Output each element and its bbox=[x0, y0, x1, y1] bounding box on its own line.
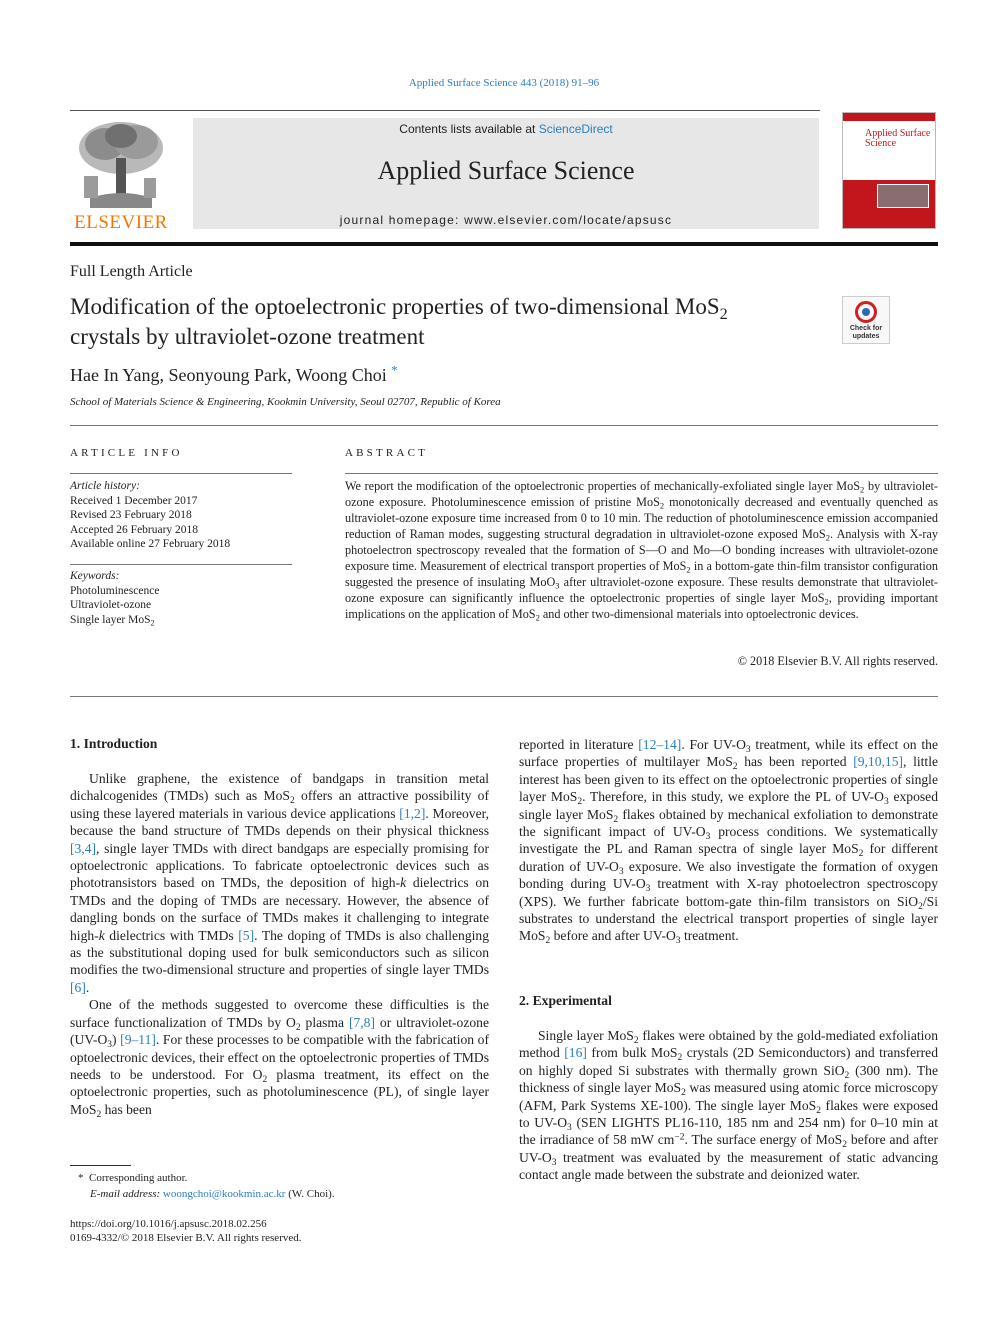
history-accepted: Accepted 26 February 2018 bbox=[70, 523, 199, 536]
ref-link[interactable]: [16] bbox=[564, 1045, 587, 1061]
sciencedirect-link[interactable]: ScienceDirect bbox=[538, 122, 613, 136]
corresponding-author-note bbox=[78, 1170, 187, 1186]
experimental-heading: 2. Experimental bbox=[519, 993, 612, 1008]
history-label: Article history: bbox=[70, 480, 140, 492]
history-online: Available online 27 February 2018 bbox=[70, 538, 231, 550]
footnote-mark: * bbox=[78, 1172, 84, 1184]
abstract-rule bbox=[345, 473, 938, 474]
ref-link[interactable]: [9,10,15] bbox=[853, 754, 904, 770]
ref-link[interactable]: [1,2] bbox=[399, 805, 426, 821]
abstract-bottom-rule bbox=[70, 696, 938, 697]
footnote-rule bbox=[70, 1165, 131, 1166]
corresponding-author-mark[interactable]: * bbox=[391, 363, 398, 378]
keyword-subscript: 2 bbox=[150, 617, 155, 627]
keyword-text: Single layer MoS bbox=[70, 613, 151, 626]
journal-title: Applied Surface Science bbox=[377, 156, 635, 185]
keywords-block bbox=[70, 569, 292, 627]
intro-paragraph-2-cont: reported in literature [12–14]. For $UV-O_3$ treatment, while its effect on the surface properties of multilayer MoS$_2$ has been reported [9,10,15], little interest has been given to its effect on the optoelectronic properties of single layer MoS$_2$. Therefore, in this study, we explore the PL of $UV-O_3$ exposed single layer MoS$_2$ flakes obtained by mechanical exfoliation to demonstrate the significant impact of $UV-O_3$ process conditions. We systematically investigate the PL and Raman spectra of single layer MoS$_2$ for different duration of $UV-O_3$ exposure. We also investigate the formation of oxygen bonding during $UV-O_3$ treatment with X-ray photoelectron spectroscopy (XPS). We further fabricate bottom-gate thin-film transistors on SiO$_2$/Si substrates to understand the electrical transport properties of single layer MoS$_2$ before and after $UV-O_3$ treatment. bbox=[519, 737, 939, 947]
check-for-updates-badge[interactable] bbox=[842, 296, 890, 344]
article-type: Full Length Article bbox=[70, 263, 193, 280]
abstract-body: We report the modification of the optoelectronic properties of mechanically-exfoliated single layer MoS$_2$ by ultraviolet-ozone exposure. Photoluminescence emission of pristine MoS$_2$ monotonically decreased and eventually quenched as ultraviolet-ozone exposure time increased from 0 to 10 min. The reduction of photoluminescence emission accompanied reduction of Raman modes, suggesting structural degradation in ultraviolet-ozone exposed MoS$_2$. Analysis with X-ray photoelectron spectroscopy revealed that the formation of S—O and Mo—O bonding increases with ultraviolet-ozone exposure time. Measurement of electrical transport properties of MoS$_2$ in a bottom-gate thin-film transistor configuration suggested the presence of insulating MoO$_3$ after ultraviolet-ozone exposure. These results demonstrate that ultraviolet-ozone exposure can significantly influence the optoelectronic properties of single layer MoS$_2$, providing important implications on the application of MoS$_2$ and other two-dimensional materials into optoelectronic devices. bbox=[345, 479, 939, 623]
introduction-body bbox=[70, 770, 489, 1118]
keywords-rule bbox=[70, 564, 292, 565]
journal-citation-link[interactable]: Applied Surface Science 443 (2018) 91–96 bbox=[408, 77, 600, 89]
email-note bbox=[90, 1186, 335, 1202]
keyword-item: Ultraviolet-ozone bbox=[70, 599, 152, 611]
journal-homepage: journal homepage: www.elsevier.com/locate/apsusc bbox=[339, 213, 673, 227]
introduction-continued bbox=[519, 736, 938, 945]
cover-image bbox=[877, 184, 929, 208]
article-history bbox=[70, 479, 292, 552]
history-received: Received 1 December 2017 bbox=[70, 494, 198, 507]
abstract-copyright: © 2018 Elsevier B.V. All rights reserved. bbox=[737, 654, 938, 668]
doi-link[interactable]: https://doi.org/10.1016/j.apsusc.2018.02.256 bbox=[70, 1218, 267, 1230]
footnote-corresponding: Corresponding author. bbox=[89, 1172, 188, 1184]
elsevier-wordmark: ELSEVIER bbox=[74, 212, 168, 233]
intro-paragraph-2: One of the methods suggested to overcome these difficulties is the surface functionalization of TMDs by $O_2$ plasma [7,8] or ultraviolet-ozone $(UV-O_3)$ [9–11]. For these processes to be compatible with the fabrication of optoelectronic devices, their effect on the optoelectronic properties of TMDs needs to be understood. For $O_2$ plasma treatment, its effect on the optoelectronic properties, such as photoluminescence (PL), of single layer MoS$_2$ has been bbox=[70, 997, 490, 1120]
cover-top-band bbox=[843, 113, 935, 121]
ref-link[interactable]: [12–14] bbox=[638, 737, 682, 752]
author-list bbox=[70, 365, 398, 386]
header-thick-rule bbox=[70, 242, 938, 246]
email-link[interactable]: woongchoi@kookmin.ac.kr bbox=[162, 1188, 286, 1200]
ref-link[interactable]: [6] bbox=[70, 979, 86, 995]
title-part2: crystals by ultraviolet-ozone treatment bbox=[70, 324, 425, 349]
ref-link[interactable]: [9–11] bbox=[120, 1032, 156, 1048]
cover-title: Applied Surface Science bbox=[865, 128, 931, 149]
email-label: E-mail address: bbox=[90, 1188, 161, 1200]
keyword-item: Photoluminescence bbox=[70, 584, 160, 597]
header-top-rule bbox=[70, 110, 820, 111]
article-title bbox=[70, 292, 830, 352]
article-info-heading: ARTICLE INFO bbox=[70, 447, 183, 459]
contents-availability bbox=[193, 122, 819, 136]
issn-copyright: 0169-4332/© 2018 Elsevier B.V. All rights reserved. bbox=[70, 1232, 302, 1244]
badge-dot bbox=[862, 308, 870, 316]
author-names: Hae In Yang, Seonyoung Park, Woong Choi bbox=[70, 365, 387, 385]
introduction-heading: 1. Introduction bbox=[70, 736, 158, 751]
title-part1: Modification of the optoelectronic properties of two-dimensional MoS bbox=[70, 294, 720, 319]
abstract-heading: ABSTRACT bbox=[345, 447, 429, 459]
history-revised: Revised 23 February 2018 bbox=[70, 509, 192, 521]
journal-cover-thumbnail[interactable] bbox=[842, 112, 936, 229]
affiliation-rule bbox=[70, 425, 938, 426]
ref-link[interactable]: [5] bbox=[238, 927, 255, 943]
email-suffix: (W. Choi). bbox=[285, 1188, 335, 1200]
keywords-label: Keywords: bbox=[70, 570, 120, 582]
experimental-paragraph-1: Single layer MoS$_2$ flakes were obtained by the gold-mediated exfoliation method [16] from bulk MoS$_2$ crystals (2D Semiconductors) and transferred on highly doped Si substrates with thermally grown SiO$_2$ (300 nm). The thickness of single layer MoS$_2$ was measured using atomic force microscopy (AFM, Park Systems XE-100). The single layer MoS$_2$ flakes were exposed to $UV-O_3$ (SEN LIGHTS PL16-110, 185 nm and 254 nm) for 0–10 min at the irradiance of 58 mW $cm^{-2}$. The surface energy of MoS$_2$ before and after $UV-O_3$ treatment was evaluated by the measurement of static advancing contact angle made between the substrate and deionized water. bbox=[519, 1028, 939, 1183]
badge-text: Check for updates bbox=[849, 325, 883, 340]
affiliation: School of Materials Science & Engineering, Kookmin University, Seoul 02707, Republic of Korea bbox=[70, 396, 501, 408]
ref-link[interactable]: [7,8] bbox=[348, 1014, 375, 1030]
contents-prefix: Contents lists available at bbox=[399, 122, 539, 136]
keyword-item bbox=[70, 613, 292, 628]
title-subscript: 2 bbox=[719, 305, 728, 323]
article-info-rule bbox=[70, 473, 292, 474]
experimental-body bbox=[519, 1027, 938, 1184]
ref-link[interactable]: [3,4] bbox=[70, 840, 97, 856]
intro-paragraph-1: Unlike graphene, the existence of bandgaps in transition metal dichalcogenides (TMDs) such as MoS$_2$ offers an attractive possibility of using these layered materials in various device applications [1,2]. Moreover, because the band structure of TMDs depends on their physical thickness [3,4], single layer TMDs with direct bandgaps are especially promising for optoelectronic applications. To fabricate optoelectronic devices such as phototransistors based on TMDs, the deposition of high-k dielectrics on TMDs and the doping of TMDs are necessary. However, the absence of dangling bonds on the surface of TMDs makes it challenging to integrate high-k dielectrics with TMDs [5]. The doping of TMDs is also challenging as the substitutional doping used for bulk semiconductors such as silicon modifies the two-dimensional structure and properties of single layer TMDs [6]. bbox=[70, 771, 489, 995]
